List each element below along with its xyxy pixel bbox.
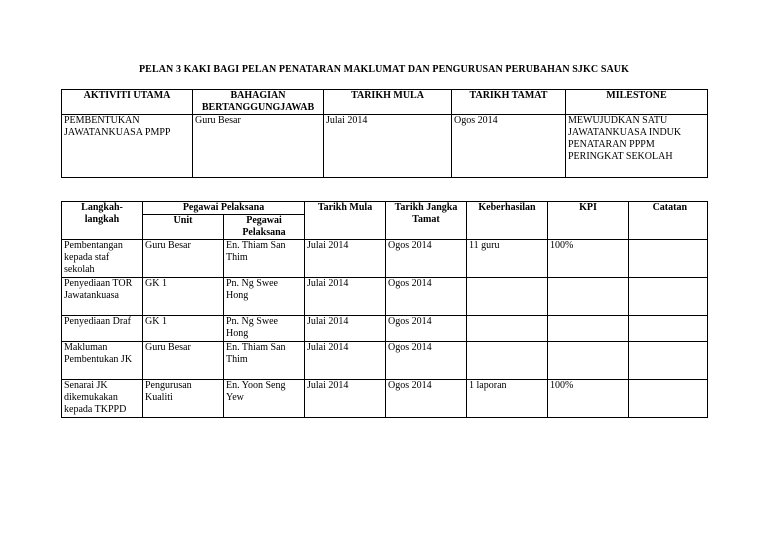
cell bbox=[629, 278, 708, 316]
cell: GK 1 bbox=[143, 316, 224, 342]
cell: Ogos 2014 bbox=[386, 316, 467, 342]
cell: Penyediaan Draf bbox=[62, 316, 143, 342]
header-kpi: KPI bbox=[548, 202, 629, 240]
cell: Julai 2014 bbox=[305, 278, 386, 316]
header-langkah: Langkah-langkah bbox=[62, 202, 143, 240]
table-row bbox=[62, 380, 708, 418]
header-tarikh-mula: Tarikh Mula bbox=[305, 202, 386, 240]
cell: Julai 2014 bbox=[305, 316, 386, 342]
cell-aktiviti: PEMBENTUKAN JAWATANKUASA PMPP bbox=[62, 115, 193, 178]
cell bbox=[629, 342, 708, 380]
cell-bahagian: Guru Besar bbox=[193, 115, 324, 178]
table-row bbox=[62, 278, 708, 316]
table-row bbox=[62, 342, 708, 380]
header-keberhasilan: Keberhasilan bbox=[467, 202, 548, 240]
cell: Ogos 2014 bbox=[386, 380, 467, 418]
header-unit: Unit bbox=[143, 215, 224, 240]
table-row bbox=[62, 115, 708, 178]
header-tarikh-tamat: TARIKH TAMAT bbox=[452, 90, 566, 115]
page-title: PELAN 3 KAKI BAGI PELAN PENATARAN MAKLUMAT DAN PENGURUSAN PERUBAHAN SJKC SAUK bbox=[138, 64, 630, 75]
cell: Ogos 2014 bbox=[386, 240, 467, 278]
cell: Guru Besar bbox=[143, 342, 224, 380]
cell: 100% bbox=[548, 240, 629, 278]
header-tarikh-jangka: Tarikh Jangka Tamat bbox=[386, 202, 467, 240]
cell bbox=[467, 278, 548, 316]
cell: Julai 2014 bbox=[305, 240, 386, 278]
cell: Julai 2014 bbox=[305, 342, 386, 380]
milestone-table bbox=[61, 89, 708, 178]
header-bahagian: BAHAGIAN BERTANGGUNGJAWAB bbox=[193, 90, 324, 115]
cell bbox=[548, 278, 629, 316]
table-row bbox=[62, 316, 708, 342]
cell: Pembentangan kepada staf sekolah bbox=[62, 240, 143, 278]
header-catatan: Catatan bbox=[629, 202, 708, 240]
header-tarikh-mula: TARIKH MULA bbox=[324, 90, 452, 115]
cell bbox=[548, 342, 629, 380]
cell: Pn. Ng Swee Hong bbox=[224, 316, 305, 342]
cell bbox=[629, 240, 708, 278]
cell: GK 1 bbox=[143, 278, 224, 316]
table-header-row bbox=[62, 202, 708, 215]
header-aktiviti: AKTIVITI UTAMA bbox=[62, 90, 193, 115]
cell bbox=[467, 316, 548, 342]
steps-table bbox=[61, 201, 708, 418]
cell: Guru Besar bbox=[143, 240, 224, 278]
cell: En. Thiam San Thim bbox=[224, 342, 305, 380]
cell bbox=[629, 380, 708, 418]
cell: Ogos 2014 bbox=[386, 342, 467, 380]
cell: 1 laporan bbox=[467, 380, 548, 418]
cell-tarikh-mula: Julai 2014 bbox=[324, 115, 452, 178]
cell: 100% bbox=[548, 380, 629, 418]
cell-tarikh-tamat: Ogos 2014 bbox=[452, 115, 566, 178]
cell bbox=[629, 316, 708, 342]
cell: Makluman Pembentukan JK bbox=[62, 342, 143, 380]
cell: En. Yoon Seng Yew bbox=[224, 380, 305, 418]
cell: Julai 2014 bbox=[305, 380, 386, 418]
cell: En. Thiam San Thim bbox=[224, 240, 305, 278]
cell-milestone: MEWUJUDKAN SATU JAWATANKUASA INDUK PENATARAN PPPM PERINGKAT SEKOLAH bbox=[566, 115, 708, 178]
cell: Penyediaan TOR Jawatankuasa bbox=[62, 278, 143, 316]
cell bbox=[548, 316, 629, 342]
header-pegawai: Pegawai Pelaksana bbox=[143, 202, 305, 215]
cell: Pengurusan Kualiti bbox=[143, 380, 224, 418]
cell bbox=[467, 342, 548, 380]
header-milestone: MILESTONE bbox=[566, 90, 708, 115]
table-row bbox=[62, 240, 708, 278]
cell: Pn. Ng Swee Hong bbox=[224, 278, 305, 316]
cell: 11 guru bbox=[467, 240, 548, 278]
header-pegawai-pelaksana: Pegawai Pelaksana bbox=[224, 215, 305, 240]
table-header-row bbox=[62, 90, 708, 115]
cell: Ogos 2014 bbox=[386, 278, 467, 316]
cell: Senarai JK dikemukakan kepada TKPPD bbox=[62, 380, 143, 418]
